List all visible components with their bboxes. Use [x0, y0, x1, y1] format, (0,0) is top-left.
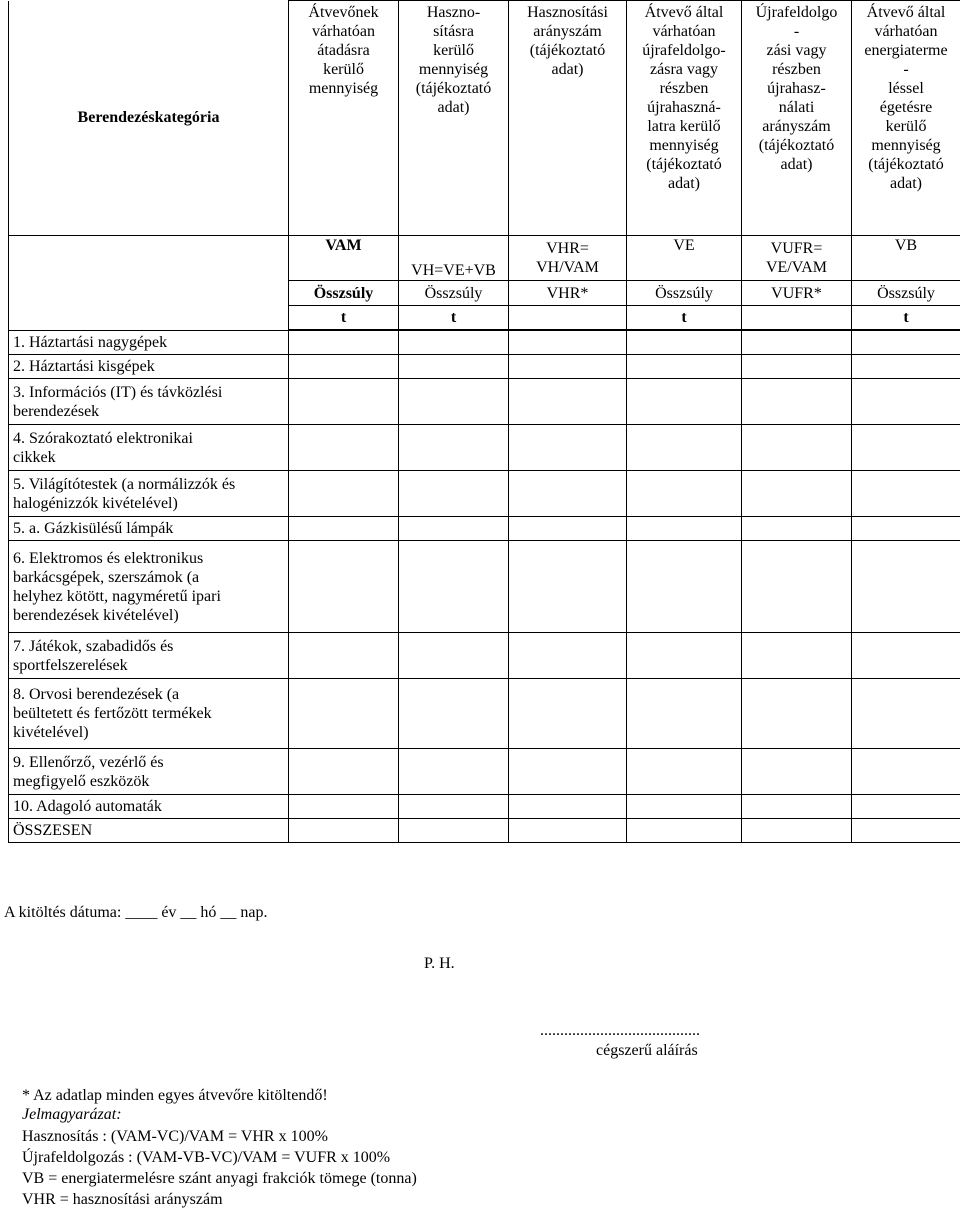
col-header-vam: Átvevőnek várhatóan átadásra kerülő mennyiség — [289, 1, 399, 236]
legend-line: VB = energiatermelésre szánt anyagi frakciók tömege (tonna) — [22, 1170, 417, 1187]
category-row: 5. Világítótestek (a normálizzók és halogénizzók kivételével) — [9, 471, 289, 517]
category-row: 2. Háztartási kisgépek — [9, 355, 289, 379]
stamp-ph: P. H. — [424, 955, 455, 972]
date-line: A kitöltés dátuma: ____ év __ hó __ nap. — [4, 904, 268, 921]
col-header-vb: Átvevő által várhatóan energiaterme - léssel égetésre kerülő mennyiség (tájékoztató adat) — [852, 1, 960, 236]
symbol-vufr: VUFR= VE/VAM — [742, 236, 852, 281]
total-row: ÖSSZESEN — [9, 819, 289, 843]
category-row: 6. Elektromos és elektronikus barkácsgépek, szerszámok (a helyhez kötött, nagyméretű ipari berendezések kivételével) — [9, 541, 289, 633]
symbol-vam: VAM — [289, 236, 399, 281]
category-row: 10. Adagoló automaták — [9, 795, 289, 819]
col-header-vh: Haszno- sításra kerülő mennyiség (tájékoztató adat) — [399, 1, 509, 236]
measure-vam: Összsúly — [289, 281, 399, 306]
measure-vufr: VUFR* — [742, 281, 852, 306]
category-row: 4. Szórakoztató elektronikai cikkek — [9, 425, 289, 471]
unit-vam: t — [289, 306, 399, 330]
symbol-vb: VB — [852, 236, 960, 281]
category-row: 9. Ellenőrző, vezérlő és megfigyelő eszközök — [9, 749, 289, 795]
symbol-vhr: VHR= VH/VAM — [509, 236, 627, 281]
col-header-vhr: Hasznosítási arányszám (tájékoztató adat) — [509, 1, 627, 236]
legend-title: Jelmagyarázat: — [22, 1106, 122, 1123]
measure-vb: Összsúly — [852, 281, 960, 306]
category-row: 3. Információs (IT) és távközlési berendezések — [9, 379, 289, 425]
unit-vhr — [509, 306, 627, 330]
unit-vh: t — [399, 306, 509, 330]
category-row: 7. Játékok, szabadidős és sportfelszerelések — [9, 633, 289, 679]
signature-label: cégszerű aláírás — [596, 1042, 698, 1059]
unit-vb: t — [852, 306, 960, 330]
measure-vh: Összsúly — [399, 281, 509, 306]
col-header-ve: Átvevő által várhatóan újrafeldolgo- zásra vagy részben újrahaszná- latra kerülő mennyiség (tájékoztató adat) — [627, 1, 742, 236]
legend-line: VHR = hasznosítási arányszám — [22, 1191, 223, 1208]
category-row: 8. Orvosi berendezések (a beültetett és fertőzött termékek kivételével) — [9, 679, 289, 749]
fill-note: * Az adatlap minden egyes átvevőre kitöltendő! — [22, 1087, 328, 1104]
symbol-vh: VH=VE+VB — [399, 236, 509, 281]
category-rows — [9, 331, 960, 843]
unit-vufr — [742, 306, 852, 330]
col-header-vufr: Újrafeldolgo - zási vagy részben újrahasz- nálati arányszám (tájékoztató adat) — [742, 1, 852, 236]
legend-line: Hasznosítás : (VAM-VC)/VAM = VHR x 100% — [22, 1128, 328, 1145]
legend-line: Újrafeldolgozás : (VAM-VB-VC)/VAM = VUFR x 100% — [22, 1149, 391, 1166]
unit-ve: t — [627, 306, 742, 330]
symbol-ve: VE — [627, 236, 742, 281]
measure-vhr: VHR* — [509, 281, 627, 306]
signature-dots: ........................................ — [540, 1022, 700, 1039]
measure-ve: Összsúly — [627, 281, 742, 306]
data-sheet-table — [8, 0, 960, 843]
category-row: 1. Háztartási nagygépek — [9, 331, 289, 355]
category-spacer — [9, 236, 289, 331]
category-header: Berendezéskategória — [9, 1, 289, 236]
category-row: 5. a. Gázkisülésű lámpák — [9, 517, 289, 541]
